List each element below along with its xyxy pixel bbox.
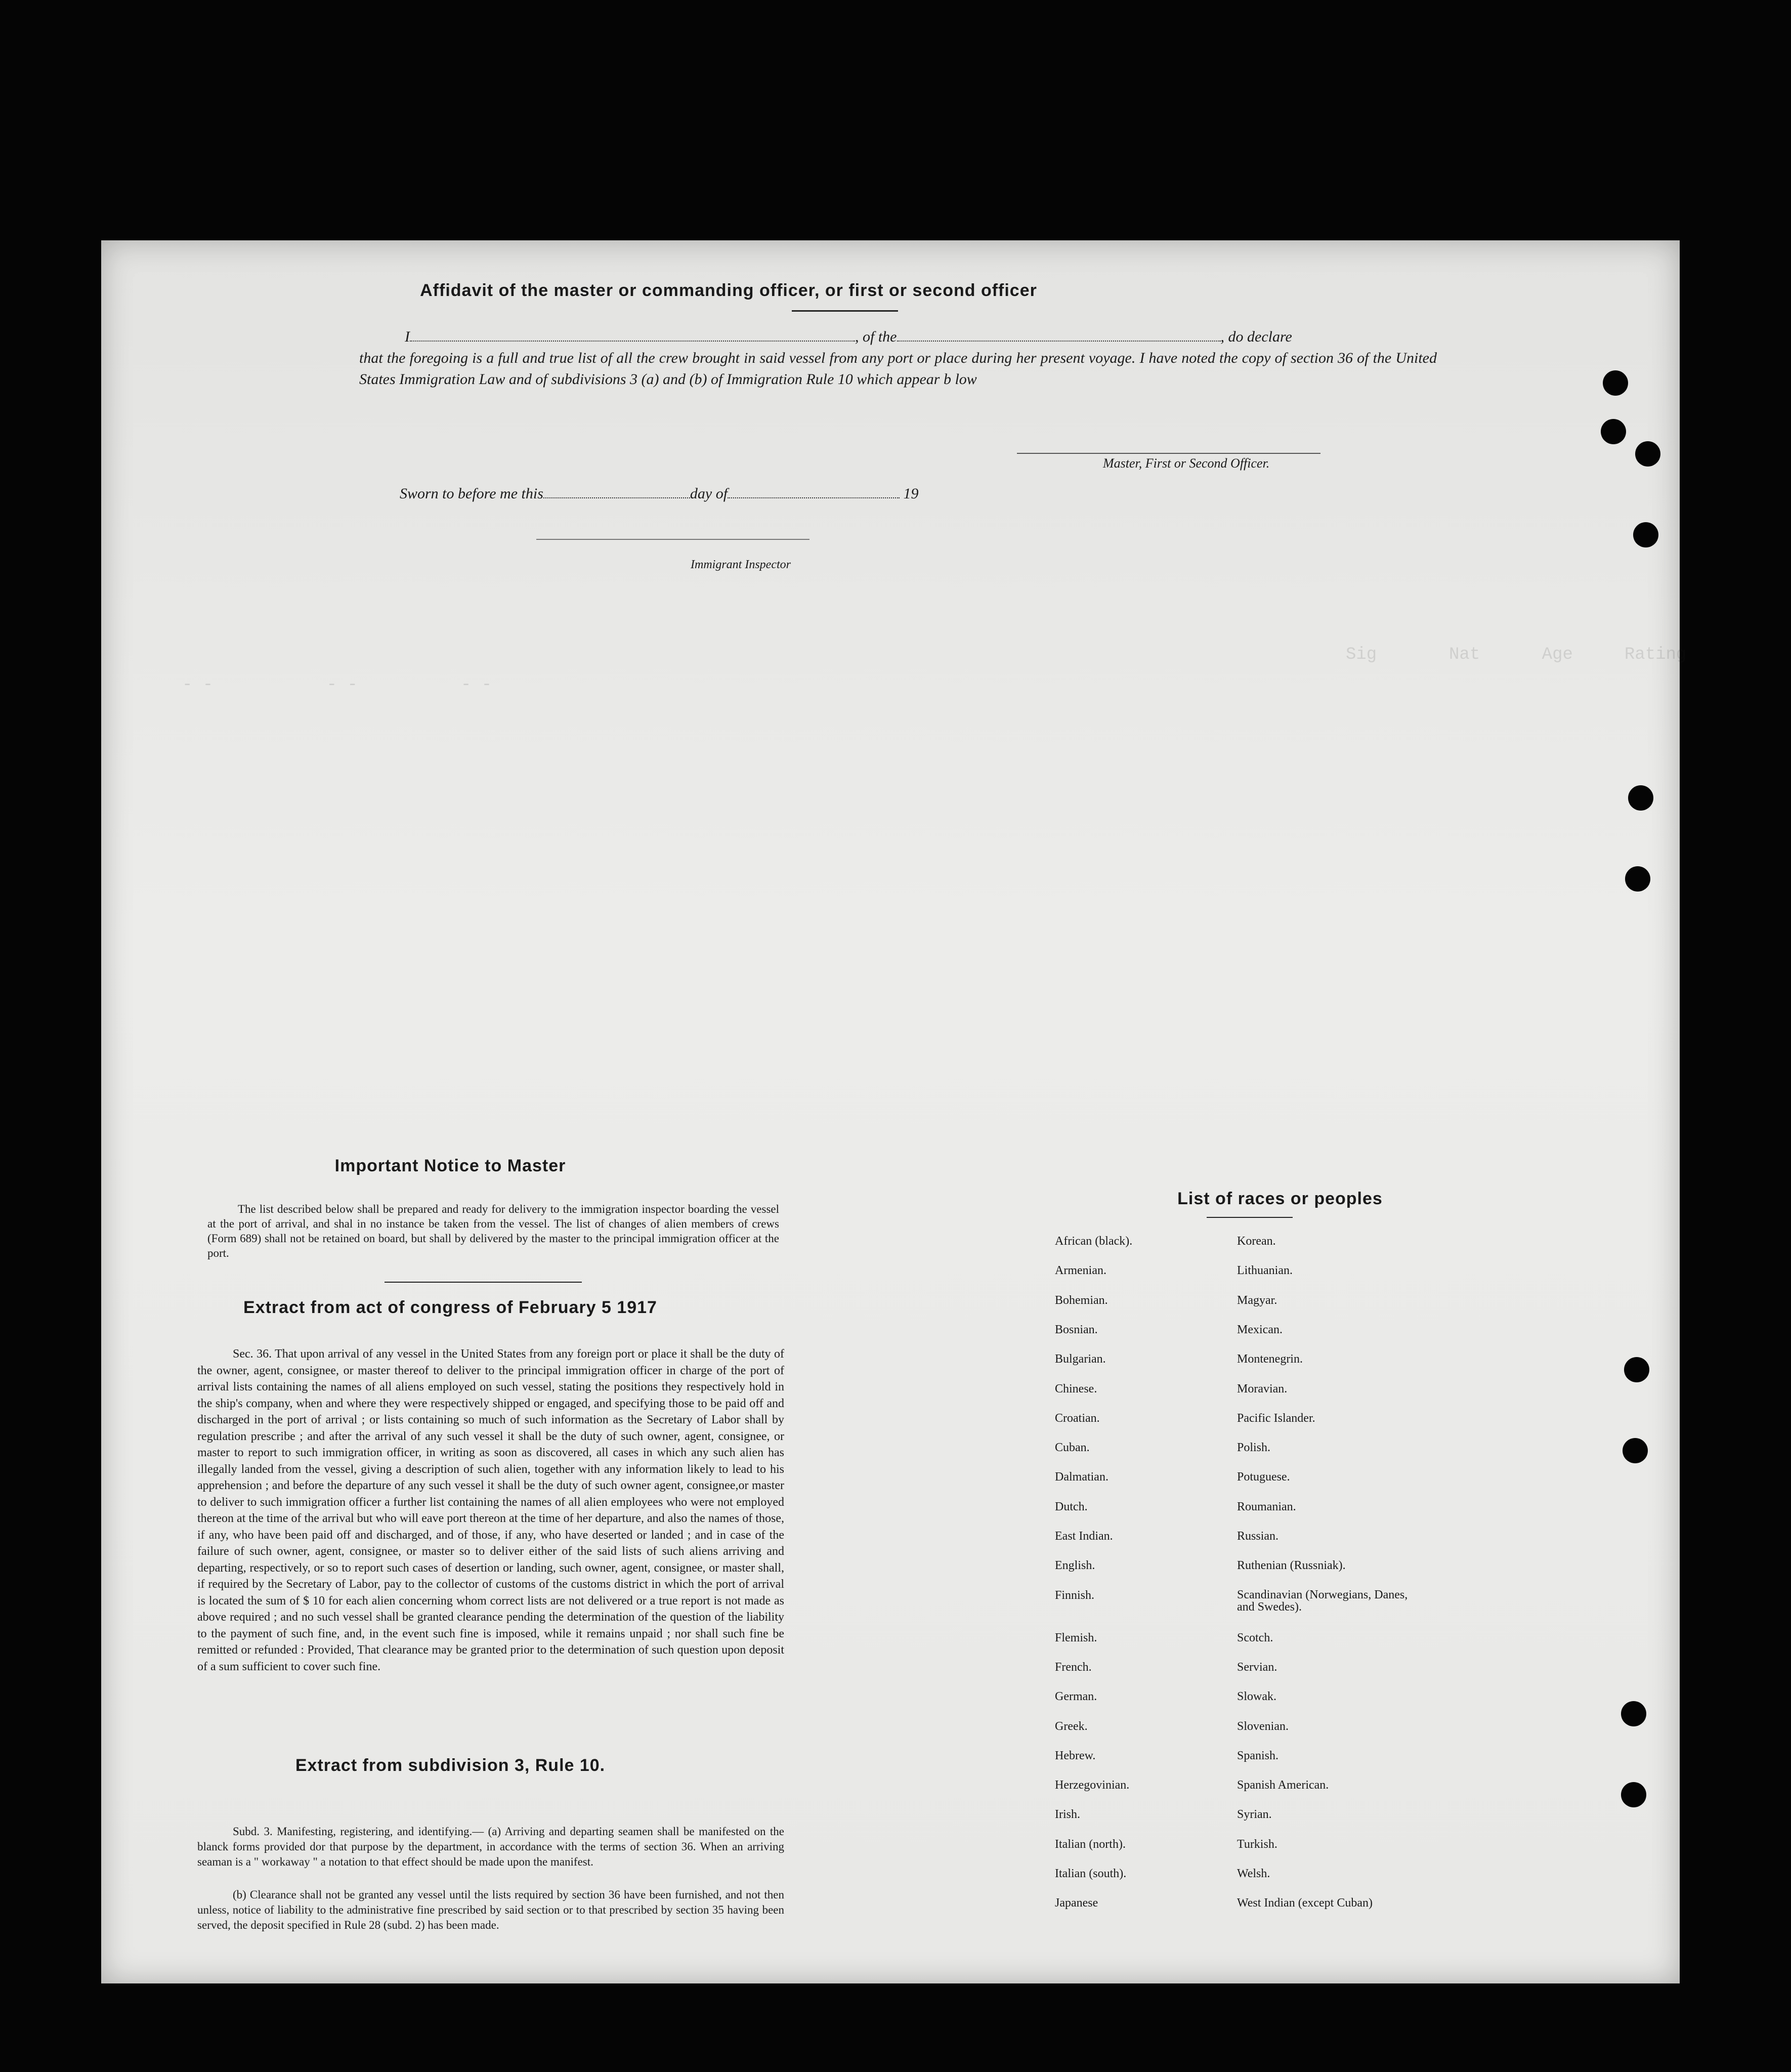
extract-act-body: Sec. 36. That upon arrival of any vessel in the United States from any foreign port or place it shall be the duty of the owner, agent, consignee, or master thereof to deliver to the principal immigration officer in charge of the port of arrival lists containing the names of all aliens employed on such vessel, stating the positions they respectively hold in the ship's company, when and where they were respectively shipped or engaged, and specifying those to be paid off and discharged in the port of arrival ; or lists containing so much of such information as the Secretary of Labor shall by regulation prescribe ; and after the arrival of any such vessel it shall be the duty of such owner, agent, consignee, or master to report to such immigration officer, in writing as soon as discovered, all cases in which any such alien has illegally landed from the vessel, giving a description of such alien, together with any information likely to lead to his apprehension ; and before the departure of any such vessel it shall be the duty of such owner agent, consignee,or master to deliver to such immigration officer a further list containing the names of all alien employees who were not employed thereon at the time of the arrival but who will eave port thereon at the time of her departure, and also the names of those, if any, who have been paid off and discharged, and of those, if any, who have deserted or landed ; and in case of the failure of such owner, agent, consignee, or master so to deliver either of the said lists of such aliens arriving and departing, respectively, or so to report such cases of desertion or landing, such owner, agent, consignee, or master shall, if required by the Secretary of Labor, pay to the collector of customs of the customs district in which the port of arrival is located the sum of $ 10 for each alien concerning whom correct lists are not delivered or a true report is not made as above required ; and no such vessel shall be granted clearance pending the determination of the question of the liability to the payment of such fine, and, in the event such fine is imposed, while it remains unpaid ; nor shall such fine be remitted or refunded : Provided, That clearance may be granted prior to the determination of such question upon deposit of a sum sufficient to cover such fine. bbox=[197, 1347, 784, 1673]
punch-hole bbox=[1623, 1438, 1648, 1463]
race-item: Bohemian. bbox=[1055, 1293, 1108, 1307]
name-blank[interactable] bbox=[410, 329, 855, 342]
race-item: Flemish. bbox=[1055, 1631, 1097, 1644]
document-page bbox=[101, 240, 1687, 1983]
punch-hole bbox=[1621, 1701, 1646, 1726]
race-item: Japanese bbox=[1055, 1896, 1098, 1910]
race-item: Dutch. bbox=[1055, 1500, 1088, 1513]
extract-rule-para-b: (b) Clearance shall not be granted any vessel until the lists required by section 36 have been furnished, and not then unless, notice of liability to the administrative fine prescribed by said section or to that prescribed by section 35 having been served, the deposit specified in Rule 28 (subd. 2) has been made. bbox=[197, 1888, 784, 1931]
race-item: German. bbox=[1055, 1690, 1097, 1704]
extract-rule-title: Extract from subdivision 3, Rule 10. bbox=[295, 1756, 606, 1775]
bleed-through-dashes: - - - - - - bbox=[182, 675, 492, 695]
year-prefix: 19 bbox=[903, 485, 919, 502]
punch-hole bbox=[1628, 785, 1653, 811]
race-item: Bosnian. bbox=[1055, 1323, 1098, 1336]
race-item: Korean. bbox=[1237, 1235, 1276, 1248]
affidavit-of-the: , of the bbox=[855, 328, 897, 345]
race-item: English. bbox=[1055, 1559, 1095, 1573]
race-item: Spanish American. bbox=[1237, 1779, 1329, 1792]
race-item: Finnish. bbox=[1055, 1588, 1095, 1602]
race-item: Syrian. bbox=[1237, 1808, 1272, 1822]
race-item: Ruthenian (Russniak). bbox=[1237, 1559, 1346, 1573]
notice-divider bbox=[385, 1282, 582, 1283]
race-item: Hebrew. bbox=[1055, 1749, 1096, 1762]
bleed-through-text: Sig Nat Age Rating bbox=[1346, 645, 1687, 664]
affidavit-title: Affidavit of the master or commanding officer, or first or second officer bbox=[420, 281, 1037, 300]
vessel-blank[interactable] bbox=[897, 329, 1221, 342]
punch-hole bbox=[1633, 522, 1658, 547]
race-item: Slowak. bbox=[1237, 1690, 1276, 1704]
race-item: Montenegrin. bbox=[1237, 1352, 1303, 1366]
race-item: Scotch. bbox=[1237, 1631, 1273, 1644]
notice-title: Important Notice to Master bbox=[334, 1156, 566, 1175]
race-item: Servian. bbox=[1237, 1660, 1277, 1674]
affidavit-declaration bbox=[359, 326, 1437, 390]
race-item: Moravian. bbox=[1237, 1382, 1288, 1396]
races-title-underline bbox=[1207, 1217, 1293, 1218]
race-item: Slovenian. bbox=[1237, 1719, 1289, 1733]
day-of-text: day of bbox=[690, 485, 728, 502]
sworn-text: Sworn to before me this bbox=[400, 485, 543, 502]
race-item: Mexican. bbox=[1237, 1323, 1283, 1336]
extract-rule-para-a: Subd. 3. Manifesting, registering, and identifying.— (a) Arriving and departing seamen shall be manifested on the blanck forms provided dor that purpose by the department, in accordance with the terms of section 36. When an arriving seaman is a " workaway " a notation to that effect should be made upon the manifest. bbox=[197, 1825, 784, 1868]
punch-hole bbox=[1601, 419, 1626, 444]
race-item: Greek. bbox=[1055, 1719, 1088, 1733]
race-item: Russian. bbox=[1237, 1530, 1279, 1543]
race-item: Potuguese. bbox=[1237, 1470, 1290, 1484]
sworn-month-blank[interactable] bbox=[728, 486, 900, 498]
extract-act-title: Extract from act of congress of February 5 1917 bbox=[243, 1298, 657, 1317]
race-item: Magyar. bbox=[1237, 1293, 1277, 1307]
sworn-line bbox=[400, 483, 919, 504]
inspector-signature-line[interactable] bbox=[536, 539, 809, 540]
title-underline bbox=[792, 310, 898, 312]
race-item: Italian (south). bbox=[1055, 1867, 1127, 1880]
race-item: Italian (north). bbox=[1055, 1837, 1126, 1851]
race-item: African (black). bbox=[1055, 1235, 1133, 1248]
race-item: East Indian. bbox=[1055, 1530, 1113, 1543]
master-signature-label: Master, First or Second Officer. bbox=[1103, 456, 1270, 471]
sworn-day-blank[interactable] bbox=[543, 486, 690, 498]
race-item: Herzegovinian. bbox=[1055, 1779, 1130, 1792]
punch-hole bbox=[1603, 370, 1628, 396]
race-item: Scandinavian (Norwegians, Danes, and Swedes). bbox=[1237, 1588, 1408, 1614]
race-item: Bulgarian. bbox=[1055, 1352, 1106, 1366]
punch-hole bbox=[1635, 441, 1660, 467]
race-item: Lithuanian. bbox=[1237, 1264, 1293, 1278]
punch-hole bbox=[1624, 1357, 1649, 1382]
race-item: Polish. bbox=[1237, 1441, 1271, 1455]
inspector-label: Immigrant Inspector bbox=[691, 558, 791, 571]
race-item: Irish. bbox=[1055, 1808, 1080, 1822]
punch-hole bbox=[1625, 866, 1650, 892]
affidavit-body: that the foregoing is a full and true list of all the crew brought in said vessel from any port or place during her present voyage. I have noted the copy of section 36 of the United States Immigration Law and of subdivisions 3 (a) and (b) of Immigration Rule 10 which appear b low bbox=[359, 350, 1437, 388]
race-item: Cuban. bbox=[1055, 1441, 1090, 1455]
affidavit-i: I bbox=[405, 328, 410, 345]
affidavit-declare: , do declare bbox=[1220, 328, 1292, 345]
race-item: Armenian. bbox=[1055, 1264, 1106, 1278]
race-item: Chinese. bbox=[1055, 1382, 1097, 1396]
race-item: Croatian. bbox=[1055, 1411, 1100, 1425]
race-item: Spanish. bbox=[1237, 1749, 1279, 1762]
race-item: Dalmatian. bbox=[1055, 1470, 1108, 1484]
race-item: Turkish. bbox=[1237, 1837, 1277, 1851]
notice-body: The list described below shall be prepared and ready for delivery to the immigration inspector boarding the vessel at the port of arrival, and shal in no instance be taken from the vessel. The list of changes of alien members of crews (Form 689) shall not be retained on board, but shall by delivered by the master to the principal immigration officer at the port. bbox=[207, 1203, 779, 1259]
punch-hole bbox=[1621, 1782, 1646, 1807]
races-title: List of races or peoples bbox=[1177, 1189, 1383, 1208]
race-item: Welsh. bbox=[1237, 1867, 1270, 1880]
race-item: French. bbox=[1055, 1660, 1092, 1674]
race-item: West Indian (except Cuban) bbox=[1237, 1896, 1373, 1910]
race-item: Roumanian. bbox=[1237, 1500, 1296, 1513]
race-item: Pacific Islander. bbox=[1237, 1411, 1315, 1425]
